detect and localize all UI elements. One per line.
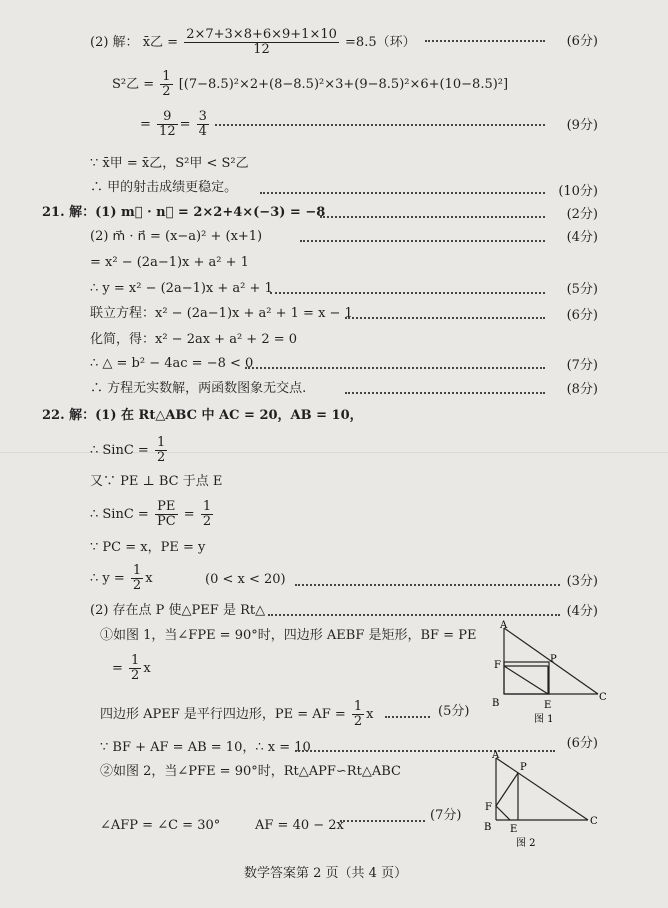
q21-score-8: (8分) [566, 382, 598, 397]
page-footer: 数学答案第 2 页（共 4 页） [244, 866, 408, 881]
q20-because-line: ∵ x̄甲 = x̄乙，S²甲 < S²乙 [90, 156, 249, 171]
q20-mean-num: 2×7+3×8+6×9+1×10 [186, 27, 337, 42]
fig2-label-p: P [520, 762, 527, 773]
dot-leader [320, 216, 545, 218]
q22-score-5: (5分) [438, 704, 470, 719]
q22-case1-frac [129, 654, 141, 683]
q22-sin2-line [90, 500, 215, 529]
q22-sin2-lhs: ∴ SinC = [90, 507, 149, 522]
q22-sin2-eq: = [183, 507, 195, 522]
q22-sin-num: 1 [156, 435, 166, 450]
q20-var-f2-num: 3 [198, 109, 207, 124]
q20-conclusion: ∴ 甲的射击成绩更稳定。 [90, 180, 238, 195]
dot-leader [385, 716, 430, 718]
fig2-label-b: B [484, 822, 492, 833]
q22-sin2-num: PE [155, 500, 178, 515]
q22-case1-den: 2 [131, 668, 140, 683]
dot-leader [245, 367, 545, 369]
q21-line6: 化简，得：x² − 2ax + a² + 2 = 0 [90, 332, 298, 347]
q20-var-half [160, 70, 172, 99]
q22-sin-den: 2 [156, 450, 166, 465]
q21-score-2: (2分) [566, 207, 598, 222]
q22-para-den: 2 [353, 714, 363, 729]
q22-y-num: 1 [132, 563, 142, 578]
q20-score-6: (6分) [566, 34, 598, 49]
q22-case1: ①如图 1，当∠FPE = 90°时，四边形 AEBF 是矩形，BF = PE [100, 628, 477, 643]
q22-sin2-num2: 1 [202, 499, 212, 514]
fig1-label-c: C [599, 692, 607, 703]
dot-leader [295, 584, 560, 586]
q22-sin-frac [155, 436, 167, 465]
q21-line5: 联立方程：x² − (2a−1)x + a² + 1 = x − 1 [90, 306, 353, 321]
q20-var-eq: = [140, 117, 151, 132]
q22-sin2-den2: 2 [202, 514, 212, 529]
q22-perp-line: 又∵ PE ⊥ BC 于点 E [90, 474, 223, 489]
q22-af-line: AF = 40 − 2x [255, 818, 344, 833]
q22-part2: (2) 存在点 P 使△PEF 是 Rt△ [90, 603, 266, 618]
q22-sin2-frac2 [201, 500, 213, 529]
fig1-label-a: A [500, 620, 508, 631]
dot-leader [260, 192, 545, 194]
q20-var-half-num: 1 [162, 69, 171, 84]
q20-var-f1-den: 12 [159, 124, 176, 139]
q22-sin-lhs: ∴ SinC = [90, 443, 149, 458]
q22-para-lhs: 四边形 APEF 是平行四边形，PE = AF = [100, 707, 346, 722]
q20-mean-lhs: x̄乙 = [142, 35, 179, 50]
q22-para-line [100, 700, 374, 729]
q22-case1-num: 1 [131, 653, 140, 668]
q20-variance-result: = $\frac{9}{12}$ = $\frac{3}{4}$ [140, 109, 207, 139]
q20-var-frac2 [197, 110, 209, 139]
q22-sin-line [90, 436, 169, 465]
q22-score-7: (7分) [430, 808, 462, 823]
q22-score-4: (4分) [566, 604, 598, 619]
q21-line3: = x² − (2a−1)x + a² + 1 [90, 255, 249, 270]
fig1-label-b: B [492, 698, 500, 709]
q21-line1: 21. 解：(1) m⃗ · n⃗ = 2×2+4×(−3) = −8 [42, 205, 326, 220]
fig1-rectangle [504, 662, 549, 694]
q20-mean-line [90, 28, 416, 57]
fig2-caption: 图 2 [516, 838, 536, 849]
q20-var-f1-num: 9 [157, 110, 178, 125]
q22-y-frac [131, 564, 143, 593]
dot-leader [215, 124, 545, 126]
fig2-label-c: C [590, 816, 598, 827]
dot-leader [345, 392, 545, 394]
q21-line2: (2) m⃗ · n⃗ = (x−a)² + (x+1) [90, 229, 263, 244]
q22-y-line [90, 564, 153, 593]
fig1-label-p: P [550, 654, 557, 665]
fig1-segment-fe [504, 666, 548, 694]
fig2-segment-fe [496, 806, 510, 820]
dot-leader [340, 820, 425, 822]
q21-score-5: (5分) [566, 282, 598, 297]
fig2-segment-fp [496, 773, 518, 806]
figure-2 [480, 748, 610, 858]
q20-score-10: (10分) [558, 184, 598, 199]
q20-mean-result: =8.5（环） [345, 35, 416, 50]
q22-para-frac [352, 700, 364, 729]
q22-para-num: 1 [353, 699, 363, 714]
q20-variance-line [112, 70, 508, 99]
q22-let-line: ∵ PC = x，PE = y [90, 540, 206, 555]
q22-case1-eq: = [112, 661, 123, 676]
fig1-caption: 图 1 [534, 714, 554, 725]
q22-para-var: x [366, 707, 374, 722]
dot-leader [300, 240, 545, 242]
fig1-label-e: E [544, 700, 552, 711]
q22-sin2-den: PC [156, 514, 176, 529]
q22-domain: (0 < x < 20) [205, 572, 286, 587]
fig1-label-f: F [494, 660, 501, 671]
q21-line8: ∴ 方程无实数解，两函数图象无交点. [90, 381, 307, 396]
q20-mean-den: 12 [253, 42, 270, 57]
q20-var-half-den: 2 [162, 84, 171, 99]
dot-leader [345, 317, 545, 319]
q22-line1: 22. 解：(1) 在 Rt△ABC 中 AC = 20，AB = 10， [42, 408, 363, 423]
q22-case2: ②如图 2，当∠PFE = 90°时，Rt△APF∽Rt△ABC [100, 764, 401, 779]
q20-var-body: [(7−8.5)²×2+(8−8.5)²×3+(9−8.5)²×6+(10−8.5)²] [178, 77, 509, 92]
q22-case1-eq-line [112, 654, 151, 683]
q20-mean-fraction [184, 28, 339, 57]
q20-var-f2-den: 4 [198, 124, 207, 139]
fig2-label-f: F [485, 802, 492, 813]
q20-var-frac1 [157, 110, 178, 139]
q22-angle-line: ∠AFP = ∠C = 30° [100, 818, 221, 833]
dot-leader [425, 40, 545, 42]
q22-score-6: (6分) [566, 736, 598, 751]
fig2-label-a: A [492, 750, 500, 761]
dot-leader [268, 614, 560, 616]
q22-sum-line: ∵ BF + AF = AB = 10，∴ x = 10 [100, 740, 311, 755]
q21-line4: ∴ y = x² − (2a−1)x + a² + 1 [90, 281, 273, 296]
fig2-label-e: E [510, 824, 518, 835]
q22-y-lhs: ∴ y = [90, 571, 125, 586]
q21-score-6: (6分) [566, 308, 598, 323]
q22-y-var: x [145, 571, 153, 586]
q20-score-9: (9分) [566, 118, 598, 133]
q22-case1-var: x [143, 661, 151, 676]
q22-sin2-frac1 [155, 500, 178, 529]
q21-score-4: (4分) [566, 230, 598, 245]
q22-y-den: 2 [132, 578, 142, 593]
q20-part2-label: (2) 解： [90, 35, 139, 50]
q20-var-lhs: S²乙 = [112, 77, 155, 92]
q21-score-7: (7分) [566, 358, 598, 373]
q22-score-3: (3分) [566, 574, 598, 589]
q21-line7: ∴ △ = b² − 4ac = −8 < 0 [90, 356, 254, 371]
dot-leader [270, 292, 545, 294]
fig2-side-ac [496, 758, 588, 820]
figure-1 [486, 618, 616, 728]
